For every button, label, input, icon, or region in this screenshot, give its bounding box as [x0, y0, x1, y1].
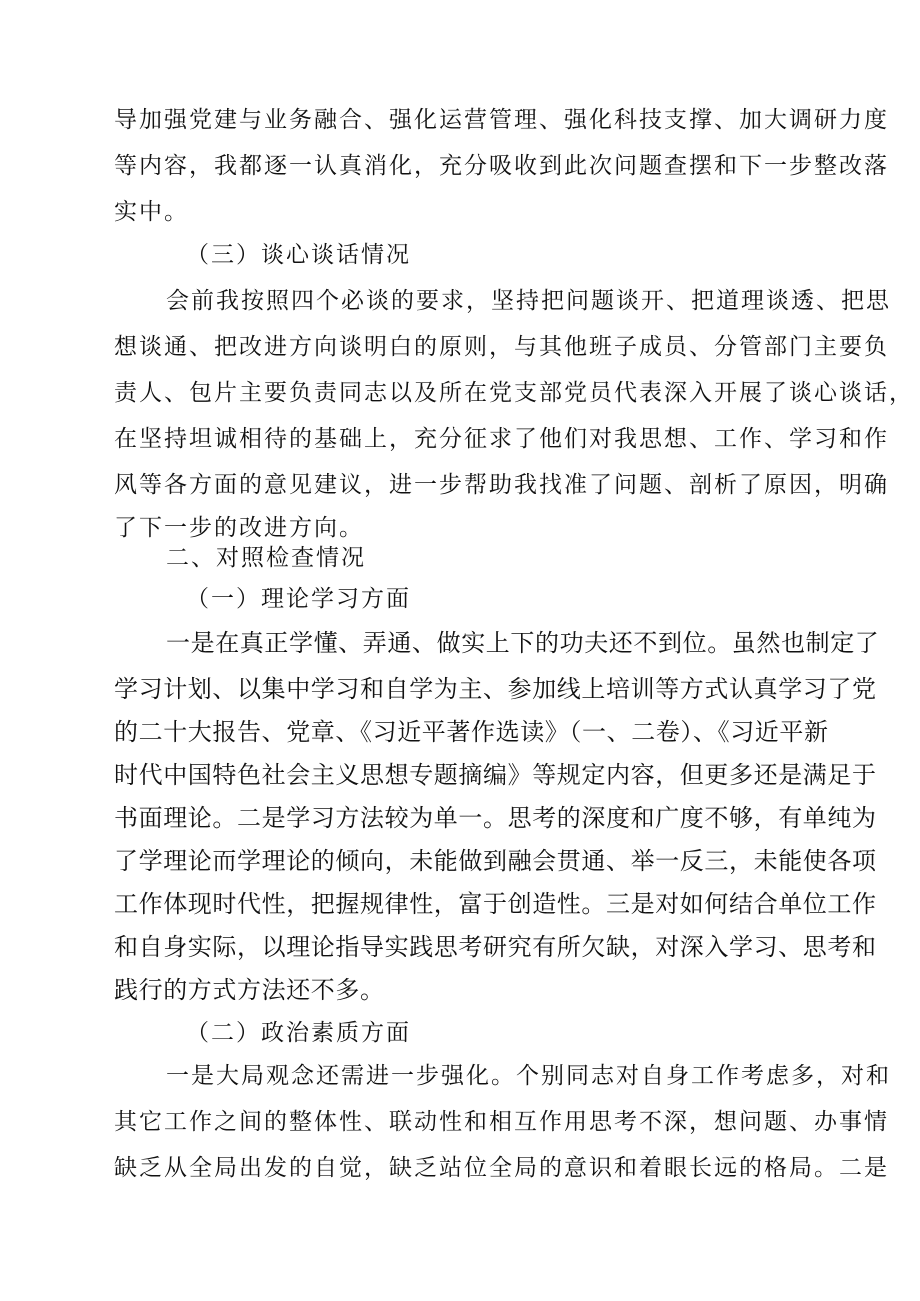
paragraph-line: 其它工作之间的整体性、联动性和相互作用思考不深，想问题、办事情 — [114, 1109, 889, 1135]
paragraph-line: 了下一步的改进方向。 — [114, 515, 364, 541]
paragraph-line: 和自身实际，以理论指导实践思考研究有所欠缺，对深入学习、思考和 — [114, 933, 877, 961]
paragraph-line: 了学理论而学理论的倾向，未能做到融会贯通、举一反三，未能使各项 — [114, 847, 877, 875]
paragraph-line: 学习计划、以集中学习和自学为主、参加线上培训等方式认真学习了党 — [114, 675, 877, 703]
paragraph-line: 想谈通、把改进方向谈明白的原则，与其他班子成员、分管部门主要负 — [114, 334, 889, 360]
paragraph-line: 工作体现时代性，把握规律性，富于创造性。三是对如何结合单位工作 — [114, 890, 877, 918]
paragraph-line: 一是大局观念还需进一步强化。个别同志对自身工作考虑多，对和 — [166, 1063, 891, 1089]
subsection-heading: （二）政治素质方面 — [186, 1020, 411, 1046]
paragraph-line: 在坚持坦诚相待的基础上，充分征求了他们对我思想、工作、学习和作 — [114, 426, 889, 452]
paragraph-line: 一是在真正学懂、弄通、做实上下的功夫还不到位。虽然也制定了 — [166, 629, 880, 657]
paragraph-line: 责人、包片主要负责同志以及所在党支部党员代表深入开展了谈心谈话， — [114, 380, 914, 406]
paragraph-line: 的二十大报告、党章、《习近平著作选读》（一、二卷）、《习近平新 — [114, 718, 829, 746]
paragraph-line: 实中。 — [114, 199, 189, 225]
paragraph-line: 风等各方面的意见建议，进一步帮助我找准了问题、剖析了原因，明确 — [114, 472, 889, 498]
paragraph-line: 等内容，我都逐一认真消化，充分吸收到此次问题查摆和下一步整改落 — [114, 153, 889, 179]
paragraph-line: 会前我按照四个必谈的要求，坚持把问题谈开、把道理谈透、把思 — [166, 288, 891, 314]
paragraph-line: 缺乏从全局出发的自觉，缺乏站位全局的意识和着眼长远的格局。二是 — [114, 1155, 889, 1181]
subsection-heading: （一）理论学习方面 — [186, 586, 411, 612]
paragraph-line: 践行的方式方法还不多。 — [114, 976, 385, 1004]
paragraph-line: 书面理论。二是学习方法较为单一。思考的深度和广度不够，有单纯为 — [114, 804, 877, 832]
paragraph-line: 时代中国特色社会主义思想专题摘编》等规定内容，但更多还是满足于 — [114, 761, 877, 789]
subsection-heading: （三）谈心谈话情况 — [186, 242, 411, 268]
section-heading: 二、对照检查情况 — [166, 545, 366, 571]
paragraph-line: 导加强党建与业务融合、强化运营管理、强化科技支撑、加大调研力度 — [114, 107, 889, 133]
